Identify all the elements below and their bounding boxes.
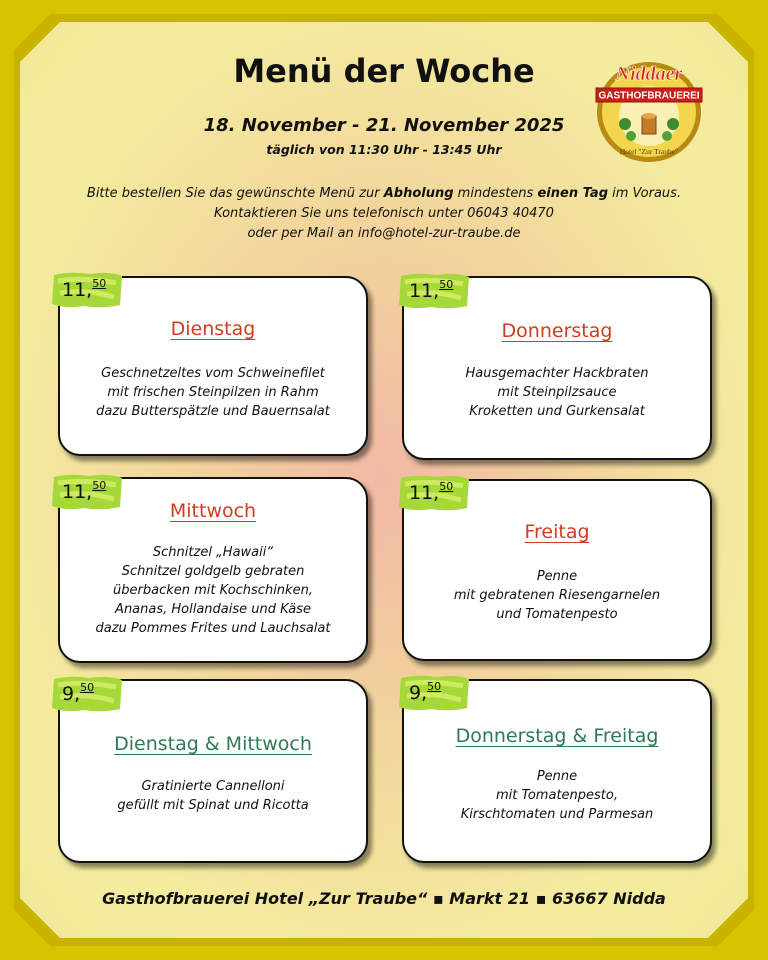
day-label: Dienstag & Mittwoch (114, 733, 312, 755)
price-tag: 9,50 (50, 675, 124, 713)
notice-line-1: Bitte bestellen Sie das gewünschte Menü zur Abholung mindestens einen Tag im Voraus. (86, 186, 682, 201)
dish-description: Penne mit Tomatenpesto, Kirschtomaten und Parmesan (460, 769, 654, 822)
dish-description: Penne mit gebratenen Riesengarnelen und Tomatenpesto (453, 569, 661, 622)
date-range: 18. November - 21. November 2025 (203, 115, 565, 136)
day-label: Freitag (524, 521, 590, 543)
day-label: Donnerstag & Freitag (455, 725, 659, 747)
svg-text:Niddaer: Niddaer (615, 63, 683, 85)
notice-line-3: oder per Mail an info@hotel-zur-traube.de (247, 226, 521, 241)
day-label: Mittwoch (169, 500, 257, 522)
opening-hours: täglich von 11:30 Uhr - 13:45 Uhr (266, 142, 502, 157)
page-title: Menü der Woche (233, 52, 535, 90)
price-tag: 11,50 (50, 473, 124, 511)
day-label: Donnerstag (501, 320, 613, 342)
footer-address: Gasthofbrauerei Hotel „Zur Traube“ ▪ Markt 21 ▪ 63667 Nidda (102, 889, 666, 908)
brewery-logo (589, 54, 709, 166)
order-notice (40, 184, 728, 244)
dish-description: Gratinierte Cannelloni gefüllt mit Spinat und Ricotta (117, 779, 309, 813)
price-tag: 9,50 (397, 674, 471, 712)
notice-line-2: Kontaktieren Sie uns telefonisch unter 06043 40470 (214, 206, 554, 221)
dish-description: Geschnetzeltes vom Schweinefilet mit frischen Steinpilzen in Rahm dazu Butterspätzle und Bauernsalat (96, 366, 330, 419)
dish-description: Schnitzel „Hawaii“ Schnitzel goldgelb gebraten überbacken mit Kochschinken, Ananas, Hollandaise und Käse dazu Pommes Frites und Lauchsalat (95, 545, 331, 636)
day-label: Dienstag (170, 318, 256, 340)
price-tag: 11,50 (50, 271, 124, 309)
price-tag: 11,50 (397, 272, 471, 310)
svg-text:Hotel "Zur Traube": Hotel "Zur Traube" (619, 147, 679, 156)
dish-description: Hausgemachter Hackbraten mit Steinpilzsauce Kroketten und Gurkensalat (465, 366, 649, 419)
svg-text:GASTHOFBRAUEREI: GASTHOFBRAUEREI (598, 90, 700, 102)
price-tag: 11,50 (397, 474, 471, 512)
